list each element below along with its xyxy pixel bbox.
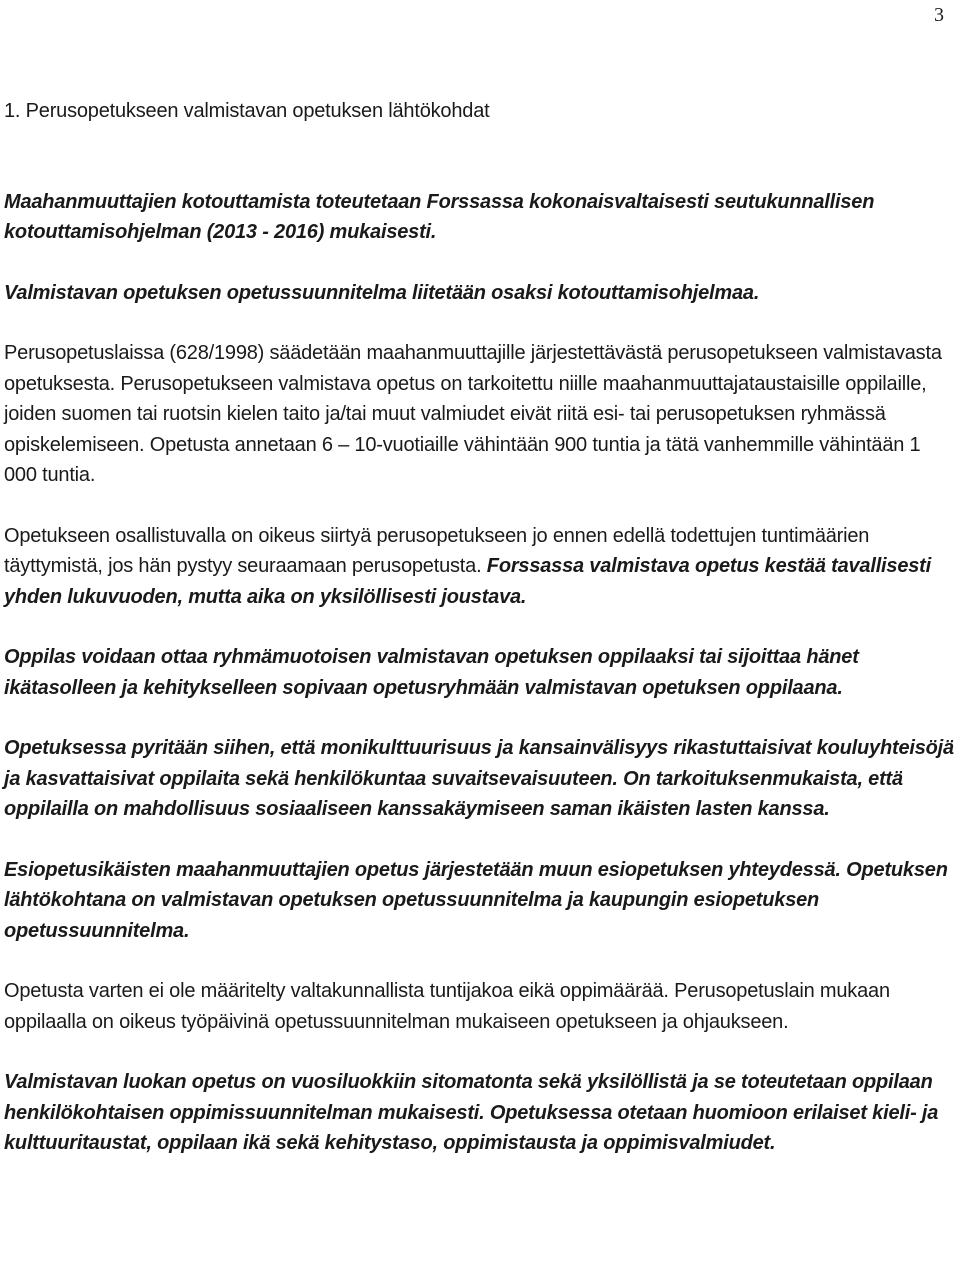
page-number: 3 bbox=[934, 4, 944, 26]
paragraph-integration-program: Maahanmuuttajien kotouttamista toteutetaan Forssassa kokonaisvaltaisesti seutukunnallisen kotouttamisohjelman (2013 - 2016) mukaisesti. bbox=[4, 190, 875, 243]
paragraph-individual-teaching: Valmistavan luokan opetus on vuosiluokkiin sitomatonta sekä yksilöllistä ja se toteutetaan oppilaan henkilökohtaisen oppimissuunnitelman mukaisesti. Opetuksessa otetaan huomioon erilaiset kieli- ja kulttuuritaustat, oppilaan ikä sekä kehitystaso, oppimistausta ja oppimisvalmiudet. bbox=[4, 1071, 939, 1154]
paragraph-transfer-right bbox=[4, 521, 954, 613]
section-heading: 1. Perusopetukseen valmistavan opetuksen lähtökohdat bbox=[4, 100, 490, 122]
document-body bbox=[4, 96, 954, 1189]
paragraph-curriculum-attached: Valmistavan opetuksen opetussuunnitelma liitetään osaksi kotouttamisohjelmaa. bbox=[4, 281, 760, 304]
transfer-right-text: Opetukseen osallistuvalla on oikeus siirtyä perusopetukseen jo ennen edellä todettujen tuntimäärien täyttymistä, jos hän pystyy seuraamaan perusopetusta. bbox=[4, 524, 870, 577]
forssa-duration-text: Forssassa valmistava opetus kestää tavallisesti yhden lukuvuoden, mutta aika on yksilöllisesti joustava. bbox=[4, 555, 931, 608]
paragraph-basic-education-act: Perusopetuslaissa (628/1998) säädetään maahanmuuttajille järjestettävästä perusopetukseen valmistavasta opetuksesta. Perusopetukseen valmistava opetus on tarkoitettu niille maahanmuuttajataustaisille oppilaille, joiden suomen tai ruotsin kielen taito ja/tai muut valmiudet eivät riitä esi- tai perusopetuksen ryhmässä opiskelemiseen. Opetusta annetaan 6 – 10-vuotiaille vähintään 900 tuntia ja tätä vanhemmille vähintään 1 000 tuntia. bbox=[4, 342, 942, 486]
paragraph-preschool: Esiopetusikäisten maahanmuuttajien opetus järjestetään muun esiopetuksen yhteydessä. Opetuksen lähtökohtana on valmistavan opetuksen opetussuunnitelma ja kaupungin esiopetuksen opetussuunnitelma. bbox=[4, 858, 948, 942]
paragraph-no-national-hours: Opetusta varten ei ole määritelty valtakunnallista tuntijakoa eikä oppimäärää. Perusopetuslain mukaan oppilaalla on oikeus työpäivinä opetussuunnitelman mukaiseen opetukseen ja ohjaukseen. bbox=[4, 980, 890, 1033]
paragraph-multiculturalism: Opetuksessa pyritään siihen, että monikulttuurisuus ja kansainvälisyys rikastuttaisivat kouluyhteisöjä ja kasvattaisivat oppilaita sekä henkilökuntaa suvaitsevaisuuteen. On tarkoituksenmukaista, että oppilailla on mahdollisuus sosiaaliseen kanssakäymiseen saman ikäisten lasten kanssa. bbox=[4, 737, 954, 820]
paragraph-student-placement: Oppilas voidaan ottaa ryhmämuotoisen valmistavan opetuksen oppilaaksi tai sijoittaa hänet ikätasolleen ja kehitykselleen sopivaan opetusryhmään valmistavan opetuksen oppilaana. bbox=[4, 646, 859, 699]
